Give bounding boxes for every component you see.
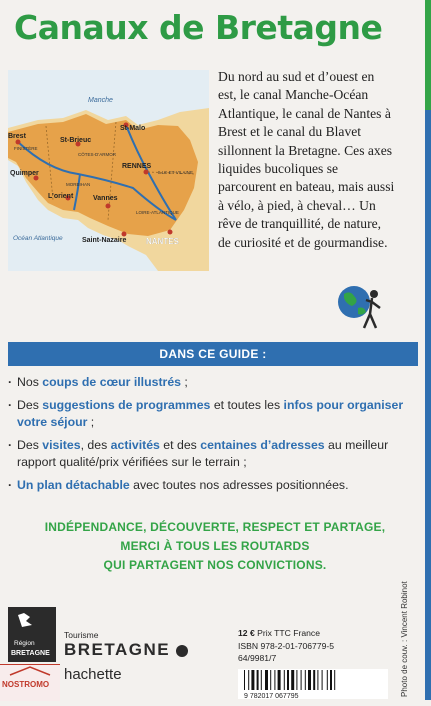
price-value: 12 € xyxy=(238,628,255,638)
barcode-bar xyxy=(327,670,328,690)
barcode-bar xyxy=(251,670,254,690)
map-town: NANTES xyxy=(146,237,179,246)
map-sea-west: Océan Atlantique xyxy=(13,235,63,242)
map-department: MORBIHAN xyxy=(66,182,91,187)
guide-text: au meilleur rapport qualité/prix vérifiées sur le terrain ; xyxy=(17,438,389,469)
barcode-bar xyxy=(244,670,245,690)
map-department: LOIRE-ATLANTIQUE xyxy=(136,210,179,215)
guide-text: Nos xyxy=(17,375,43,389)
barcode-bar xyxy=(296,670,297,690)
barcode-bar xyxy=(274,670,275,690)
map-town: Saint-Nazaire xyxy=(82,237,127,244)
guide-highlight-text: Un plan détachable xyxy=(17,478,130,492)
guide-highlight-text: visites xyxy=(42,438,81,452)
guide-list xyxy=(8,374,412,500)
reference-number: 64/9981/7 xyxy=(238,653,277,663)
slogan-line: QUI PARTAGENT NOS CONVICTIONS. xyxy=(103,558,327,572)
guide-heading: DANS CE GUIDE : xyxy=(8,342,418,366)
barcode-bar xyxy=(248,670,249,690)
region-bretagne-logo xyxy=(8,607,56,662)
nostromo-text: NOSTROMO xyxy=(2,680,50,689)
barcode-number: 9 782017 067795 xyxy=(244,693,299,699)
barcode-bar xyxy=(301,670,302,690)
guide-text: avec toutes nos adresses positionnées. xyxy=(129,478,349,492)
barcode-bar xyxy=(278,670,281,690)
map-town: L’orient xyxy=(48,193,74,200)
region-logo-line1: Région xyxy=(14,640,35,647)
guide-text: et des xyxy=(159,438,201,452)
isbn: ISBN 978-2-01-706779-5 xyxy=(238,640,335,651)
guide-highlight-text: centaines d’adresses xyxy=(200,438,325,452)
barcode-bar xyxy=(330,670,332,690)
guide-text: , des xyxy=(80,438,111,452)
map-town: St-Brieuc xyxy=(60,137,92,144)
guide-highlight-text: infos pour organiser votre séjour xyxy=(17,398,404,429)
guide-text: Des xyxy=(17,438,43,452)
map-town: Quimper xyxy=(10,170,39,177)
barcode-bar xyxy=(270,670,271,690)
right-edge-strip xyxy=(425,0,431,700)
guide-text: ; xyxy=(87,415,95,429)
barcode-bar xyxy=(317,670,318,690)
publisher-logo: hachette xyxy=(64,666,122,683)
book-title: Canaux de Bretagne xyxy=(14,8,383,47)
barcode-bar xyxy=(291,670,294,690)
guide-text: ; xyxy=(181,375,188,389)
brittany-map xyxy=(8,70,209,271)
barcode-bar xyxy=(322,670,323,690)
guide-list-item xyxy=(8,477,412,494)
tourism-logo-line2: BRETAGNE xyxy=(64,640,171,659)
barcode-bar xyxy=(313,670,315,690)
photo-credit: Photo de couv. : Vincent Robinot xyxy=(400,581,409,697)
guide-list-item xyxy=(8,397,412,431)
guide-list-item xyxy=(8,374,412,391)
tourism-bretagne-logo xyxy=(64,630,188,660)
barcode-bar xyxy=(261,670,262,690)
map-department: FINISTÈRE xyxy=(14,146,38,151)
map-sea-north: Manche xyxy=(88,97,113,104)
map-town: Vannes xyxy=(93,195,118,202)
barcode-bar xyxy=(265,670,268,690)
barcode xyxy=(238,669,388,699)
slogan-line: MERCI À TOUS LES ROUTARDS xyxy=(120,539,310,553)
globe-traveler-icon xyxy=(334,280,388,341)
map-department: CÔTES-D’ARMOR xyxy=(78,152,116,157)
map-town: St-Malo xyxy=(120,125,146,132)
guide-highlight-text: suggestions de programmes xyxy=(42,398,211,412)
barcode-bar xyxy=(305,670,306,690)
guide-text: Des xyxy=(17,398,43,412)
nostromo-watermark xyxy=(0,664,60,701)
barcode-bar xyxy=(287,670,289,690)
tourism-logo-line1: Tourisme xyxy=(64,630,99,640)
slogan xyxy=(20,518,410,575)
barcode-bar xyxy=(284,670,285,690)
barcode-bar xyxy=(257,670,259,690)
price-label: Prix TTC France xyxy=(257,628,320,638)
guide-text: et toutes les xyxy=(210,398,284,412)
book-description: Du nord au sud et d’ouest en est, le canal Manche-Océan Atlantique, le canal de Nantes à Brest et le canal du Blavet sillonnent la Bretagne. Ces axes liquides bucoliques se parcourent en bateau, mais aussi à vélo, à pied, à cheval… Un rêve de tranquillité, de nature, de curiosité et de gourmandise. xyxy=(218,69,395,250)
price-block xyxy=(238,627,334,665)
guide-list-item xyxy=(8,437,412,471)
guide-highlight-text: activités xyxy=(110,438,160,452)
bzh-badge-icon xyxy=(176,645,188,657)
barcode-bar xyxy=(334,670,335,690)
map-town: Brest xyxy=(8,133,26,140)
map-town: RENNES xyxy=(122,163,152,170)
slogan-line: INDÉPENDANCE, DÉCOUVERTE, RESPECT ET PARTAGE, xyxy=(44,520,386,534)
region-logo-line2: BRETAGNE xyxy=(11,650,50,657)
guide-highlight-text: coups de cœur illustrés xyxy=(42,375,182,389)
map-department: ILLE-ET-VILAINE xyxy=(158,170,194,175)
barcode-bar xyxy=(308,670,311,690)
